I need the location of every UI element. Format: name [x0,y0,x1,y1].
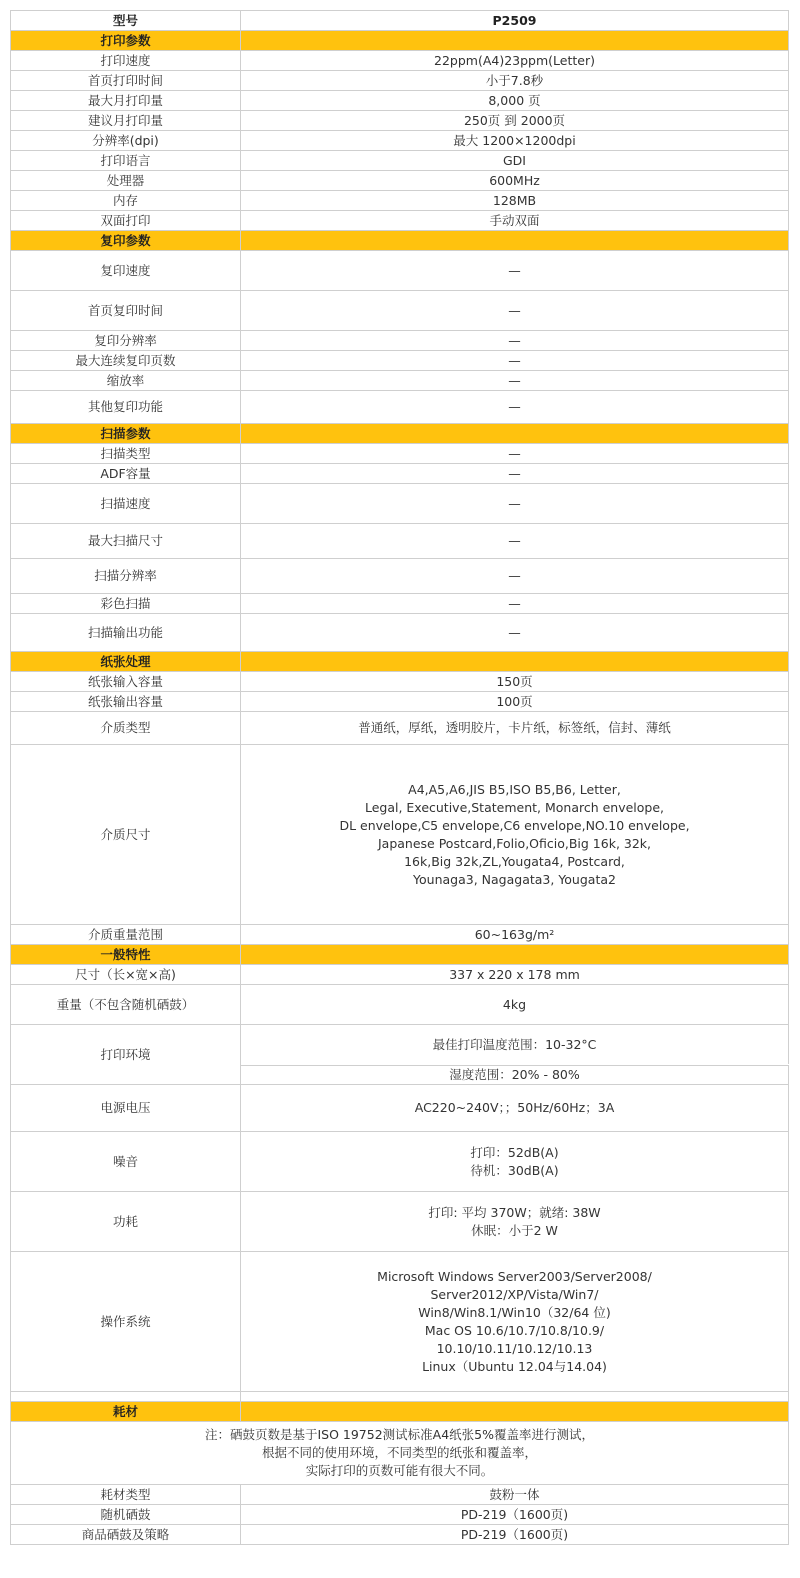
spec-row [10,370,789,390]
spec-label: 复印分辨率 [10,331,241,350]
spec-value: PD-219（1600页) [241,1505,789,1524]
spec-row [10,150,789,170]
header-model: P2509 [241,11,789,30]
spec-label: 商品硒鼓及策略 [10,1525,241,1544]
spec-row [10,250,789,290]
spec-row [10,1504,789,1524]
spec-row [10,964,789,984]
spec-value: — [241,464,789,483]
spec-label: 介质类型 [10,712,241,744]
spec-label: 纸张输出容量 [10,692,241,711]
spec-row [10,50,789,70]
section-row [10,230,789,250]
spec-value: — [241,594,789,613]
spec-label: 扫描分辨率 [10,559,241,593]
spec-label: 最大连续复印页数 [10,351,241,370]
spec-row [10,170,789,190]
table-bottom-border [10,1544,789,1545]
spec-value: 手动双面 [241,211,789,230]
spec-value: — [241,524,789,558]
spec-value: GDI [241,151,789,170]
spec-label: 随机硒鼓 [10,1505,241,1524]
spec-label: 介质重量范围 [10,925,241,944]
spec-label: 彩色扫描 [10,594,241,613]
spec-value: 100页 [241,692,789,711]
spec-label: 分辨率(dpi) [10,131,241,150]
spec-label: 双面打印 [10,211,241,230]
spec-value: — [241,291,789,330]
spec-value: 打印: 平均 370W；就绪: 38W 休眠：小于2 W [241,1192,789,1251]
spec-row [10,463,789,483]
spec-row [10,1391,789,1401]
section-row [10,423,789,443]
spec-value: Microsoft Windows Server2003/Server2008/ Server2012/XP/Vista/Win7/ Win8/Win8.1/Win10（32/64 位) Mac OS 10.6/10.7/10.8/10.9/ 10.10/10.11/10.12/10.13 Linux（Ubuntu 12.04与14.04) [241,1252,789,1391]
spec-value: — [241,371,789,390]
spec-label: ADF容量 [10,464,241,483]
spec-label [10,1392,241,1401]
spec-label: 操作系统 [10,1252,241,1391]
spec-value: 128MB [241,191,789,210]
spec-row [10,613,789,651]
section-row [10,944,789,964]
spec-label: 打印环境 [10,1025,241,1084]
section-fill [241,31,789,50]
spec-value-secondary: 湿度范围：20% - 80% [241,1065,789,1084]
spec-row [10,443,789,463]
header-row [10,10,789,30]
spec-label: 最大月打印量 [10,91,241,110]
spec-row [10,1024,789,1084]
spec-row [10,691,789,711]
spec-row [10,924,789,944]
section-title: 纸张处理 [10,652,241,671]
spec-value: — [241,484,789,523]
spec-value: 最大 1200×1200dpi [241,131,789,150]
spec-value: — [241,559,789,593]
spec-label: 其他复印功能 [10,391,241,423]
spec-label: 耗材类型 [10,1485,241,1504]
spec-value: A4,A5,A6,JIS B5,ISO B5,B6, Letter, Legal, Executive,Statement, Monarch envelope, DL envelope,C5 envelope,C6 envelope,NO.10 envelope, Japanese Postcard,Folio,Oficio,Big 16k, 32k, 16k,Big 32k,ZL,Yougata4, Postcard, Younaga3, Nagagata3, Yougata2 [241,745,789,924]
spec-value: — [241,444,789,463]
spec-value: 鼓粉一体 [241,1485,789,1504]
section-fill [241,652,789,671]
section-title: 一般特性 [10,945,241,964]
spec-label: 介质尺寸 [10,745,241,924]
spec-label: 电源电压 [10,1085,241,1131]
spec-value: 150页 [241,672,789,691]
spec-row [10,1484,789,1504]
spec-label: 尺寸（长×宽×高) [10,965,241,984]
spec-label: 最大扫描尺寸 [10,524,241,558]
spec-value: 8,000 页 [241,91,789,110]
note-text: 注：硒鼓页数是基于ISO 19752测试标准A4纸张5%覆盖率进行测试， 根据不同的使用环境，不同类型的纸张和覆盖率， 实际打印的页数可能有很大不同。 [10,1422,789,1484]
spec-label: 噪音 [10,1132,241,1191]
spec-row [10,1191,789,1251]
section-row [10,30,789,50]
section-row [10,651,789,671]
spec-label: 首页复印时间 [10,291,241,330]
spec-value: PD-219（1600页) [241,1525,789,1544]
spec-label: 功耗 [10,1192,241,1251]
spec-label: 重量（不包含随机硒鼓） [10,985,241,1024]
spec-label: 纸张输入容量 [10,672,241,691]
section-fill [241,1402,789,1421]
spec-label: 建议月打印量 [10,111,241,130]
section-title: 耗材 [10,1402,241,1421]
spec-value: 最佳打印温度范围：10-32°C [241,1025,789,1064]
section-title: 扫描参数 [10,424,241,443]
spec-label: 扫描输出功能 [10,614,241,651]
spec-row [10,290,789,330]
spec-label: 缩放率 [10,371,241,390]
section-fill [241,424,789,443]
spec-row [10,70,789,90]
spec-value: 60~163g/m² [241,925,789,944]
spec-row [10,744,789,924]
spec-label: 处理器 [10,171,241,190]
spec-row [10,483,789,523]
spec-row [10,593,789,613]
spec-row [10,1131,789,1191]
spec-value: — [241,251,789,290]
spec-value: 250页 到 2000页 [241,111,789,130]
spec-value: — [241,614,789,651]
spec-label: 扫描类型 [10,444,241,463]
spec-value: — [241,351,789,370]
spec-value: — [241,331,789,350]
spec-row [10,330,789,350]
header-label: 型号 [10,11,241,30]
spec-row [10,90,789,110]
spec-value [241,1392,789,1401]
spec-row [10,1524,789,1544]
section-row [10,1401,789,1421]
spec-value: AC220~240V；；50Hz/60Hz；3A [241,1085,789,1131]
section-fill [241,231,789,250]
spec-value: 打印：52dB(A) 待机：30dB(A) [241,1132,789,1191]
spec-value: 小于7.8秒 [241,71,789,90]
spec-row [10,523,789,558]
spec-value: 600MHz [241,171,789,190]
spec-row [10,1251,789,1391]
spec-label: 内存 [10,191,241,210]
section-title: 复印参数 [10,231,241,250]
spec-row [10,390,789,423]
spec-row [10,350,789,370]
spec-label: 扫描速度 [10,484,241,523]
spec-row [10,210,789,230]
section-title: 打印参数 [10,31,241,50]
spec-value: 4kg [241,985,789,1024]
spec-row [10,711,789,744]
spec-row [10,110,789,130]
spec-label: 打印语言 [10,151,241,170]
spec-value: 普通纸，厚纸，透明胶片，卡片纸，标签纸，信封、薄纸 [241,712,789,744]
spec-label: 首页打印时间 [10,71,241,90]
note-row [10,1421,789,1484]
spec-row [10,671,789,691]
spec-label: 复印速度 [10,251,241,290]
section-fill [241,945,789,964]
spec-value: 22ppm(A4)23ppm(Letter) [241,51,789,70]
spec-row [10,558,789,593]
spec-row [10,1084,789,1131]
spec-row [10,130,789,150]
spec-value: — [241,391,789,423]
spec-value: 337 x 220 x 178 mm [241,965,789,984]
spec-label: 打印速度 [10,51,241,70]
spec-row [10,190,789,210]
spec-row [10,984,789,1024]
